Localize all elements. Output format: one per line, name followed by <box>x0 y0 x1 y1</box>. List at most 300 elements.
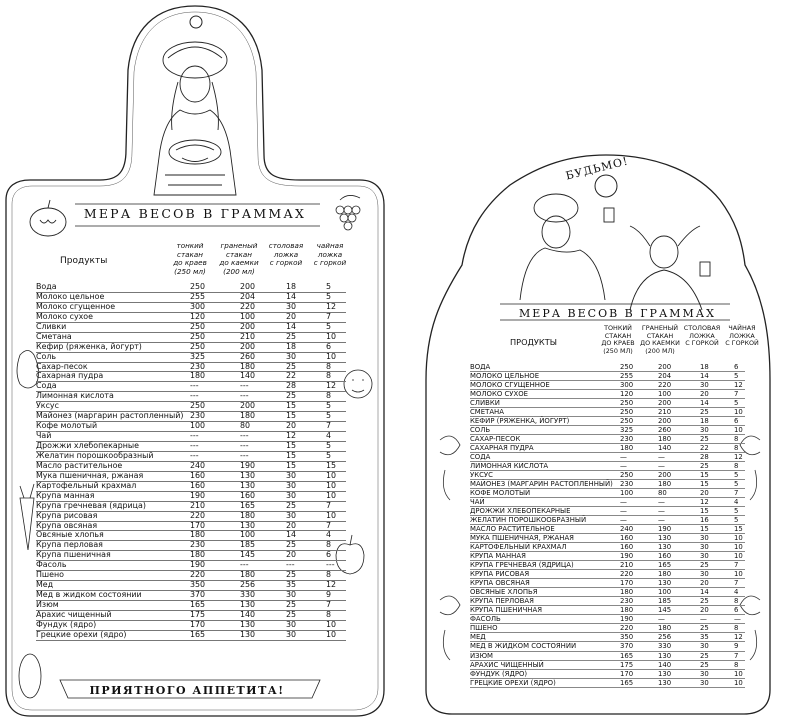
table-row <box>470 381 745 390</box>
measure-value: --- <box>286 560 295 570</box>
cucumber-icon <box>19 654 41 698</box>
product-name: Сливки <box>36 321 67 331</box>
measure-value: 100 <box>658 588 672 597</box>
measure-value: 200 <box>658 363 672 371</box>
measure-value: 185 <box>240 540 256 550</box>
product-name: Молоко сгущенное <box>36 301 116 311</box>
measure-value: 10 <box>734 678 743 687</box>
product-name: МАЙОНЕЗ (МАРГАРИН РАСТОПЛЕННЫЙ) <box>470 480 613 489</box>
measure-value: 10 <box>734 570 743 579</box>
product-name: Овсяные хлопья <box>36 530 104 540</box>
measure-value: 120 <box>620 390 634 399</box>
pumpkin-icon <box>30 200 66 236</box>
measure-value: 22 <box>286 371 297 381</box>
measure-value: 200 <box>240 341 256 351</box>
carrot-icon <box>20 484 34 550</box>
measure-value: 230 <box>620 597 634 606</box>
measure-value: 240 <box>620 525 634 534</box>
measure-value: 25 <box>286 331 297 341</box>
col-thin-glass-header: ТОНКИЙ СТАКАН ДО КРАЕВ (250 МЛ) <box>601 324 635 355</box>
measure-value: 9 <box>734 642 739 651</box>
measure-value: 6 <box>326 550 332 560</box>
table-row <box>470 597 745 606</box>
table-row <box>470 462 745 471</box>
measure-value: 200 <box>240 282 256 291</box>
product-name: СЛИВКИ <box>470 399 500 408</box>
col-faceted-glass-header: граненый стакан до каемки (200 мл) <box>219 241 259 276</box>
measure-value: 5 <box>326 401 332 411</box>
measure-value: — <box>620 462 627 471</box>
measure-value: 7 <box>734 489 739 498</box>
measure-value: 30 <box>286 470 297 480</box>
product-name: МАСЛО РАСТИТЕЛЬНОЕ <box>470 525 555 534</box>
product-name: Молоко сухое <box>36 311 93 321</box>
product-name: ЖЕЛАТИН ПОРОШКООБРАЗНЫЙ <box>470 516 587 525</box>
measure-value: --- <box>240 391 249 401</box>
table-row <box>470 399 745 408</box>
table-row <box>470 498 745 507</box>
measure-value: 160 <box>658 552 672 561</box>
measure-value: 5 <box>734 507 739 516</box>
measure-value: 220 <box>620 570 634 579</box>
measure-value: 160 <box>190 480 206 490</box>
measure-value: 10 <box>326 480 337 490</box>
measure-value: 7 <box>326 500 332 510</box>
measure-value: 7 <box>326 600 332 609</box>
product-name: Пшено <box>36 570 64 580</box>
product-name: Крупа перловая <box>36 540 103 550</box>
measure-value: 28 <box>286 381 297 391</box>
measure-value: 165 <box>658 561 672 570</box>
measure-value: 250 <box>620 399 634 408</box>
measure-value: 8 <box>734 597 739 606</box>
product-name: ВОДА <box>470 363 491 371</box>
product-name: СМЕТАНА <box>470 408 504 417</box>
measure-value: 80 <box>240 421 251 431</box>
table-row <box>470 426 745 435</box>
measure-value: 25 <box>700 624 709 633</box>
measure-value: 325 <box>190 351 206 361</box>
product-name: САХАРНАЯ ПУДРА <box>470 444 534 453</box>
measure-value: 210 <box>190 500 206 510</box>
measure-value: 250 <box>190 401 206 411</box>
measure-value: 15 <box>700 471 709 480</box>
measure-value: 180 <box>658 570 672 579</box>
measure-value: 20 <box>700 606 709 615</box>
measure-value: 12 <box>734 633 743 642</box>
measure-value: 25 <box>286 600 297 609</box>
product-name: ФАСОЛЬ <box>470 615 501 624</box>
measure-value: 15 <box>286 460 297 470</box>
product-name: КРУПА ПШЕНИЧНАЯ <box>470 606 542 615</box>
measure-value: 5 <box>326 450 332 460</box>
left-board-title: МЕРА ВЕСОВ В ГРАММАХ <box>83 206 307 221</box>
measure-value: 15 <box>286 441 297 450</box>
measure-value: 204 <box>658 372 672 381</box>
product-name: ДРОЖЖИ ХЛЕБОПЕКАРНЫЕ <box>470 507 571 516</box>
product-name: КОФЕ МОЛОТЫЙ <box>470 489 531 498</box>
measure-value: 230 <box>190 411 206 421</box>
product-name: КАРТОФЕЛЬНЫЙ КРАХМАЛ <box>470 543 567 552</box>
measure-value: 8 <box>326 609 332 619</box>
measure-value: 14 <box>700 372 709 381</box>
right-hang-hole <box>595 175 617 197</box>
product-name: МЕД В ЖИДКОМ СОСТОЯНИИ <box>470 642 577 651</box>
measure-value: 190 <box>658 525 672 534</box>
measure-value: 10 <box>734 669 743 678</box>
measure-value: 7 <box>734 651 739 660</box>
product-name: СОДА <box>470 453 491 462</box>
product-name: Мед <box>36 580 54 590</box>
measure-value: 200 <box>658 471 672 480</box>
table-row <box>470 471 745 480</box>
product-name: ЛИМОННАЯ КИСЛОТА <box>470 462 549 471</box>
table-row <box>470 615 745 624</box>
col-tablespoon-header: СТОЛОВАЯ ЛОЖКА С ГОРКОЙ <box>683 324 721 348</box>
measure-value: 5 <box>734 372 739 381</box>
measure-value: 165 <box>240 500 256 510</box>
measure-value: — <box>658 516 665 525</box>
table-row <box>470 633 745 642</box>
measure-value: 256 <box>240 580 256 590</box>
measure-value: 25 <box>700 651 709 660</box>
product-name: Мед в жидком состоянии <box>36 590 142 600</box>
measure-value: 30 <box>700 543 709 552</box>
measure-value: 6 <box>734 606 739 615</box>
measure-value: 250 <box>190 282 206 291</box>
product-name: КЕФИР (РЯЖЕНКА, ЙОГУРТ) <box>470 417 570 426</box>
measure-value: — <box>658 453 665 462</box>
measure-value: 175 <box>620 660 634 669</box>
table-row <box>470 525 745 534</box>
product-name: Дрожжи хлебопекарные <box>36 441 139 450</box>
measure-value: 300 <box>620 381 634 390</box>
product-name: КРУПА РИСОВАЯ <box>470 570 530 579</box>
measure-value: 256 <box>658 633 672 642</box>
measure-value: 10 <box>734 552 743 561</box>
measure-value: 8 <box>326 391 332 401</box>
product-name: Грецкие орехи (ядро) <box>36 629 127 639</box>
product-name: ИЗЮМ <box>470 651 493 660</box>
measure-value: --- <box>240 450 249 460</box>
measure-value: 130 <box>240 470 256 480</box>
col-teaspoon-header: ЧАЙНАЯ ЛОЖКА С ГОРКОЙ <box>725 324 759 348</box>
measure-value: 180 <box>240 361 256 371</box>
measure-value: 200 <box>240 401 256 411</box>
table-row <box>470 606 745 615</box>
measure-value: --- <box>190 391 199 401</box>
table-row <box>470 417 745 426</box>
measure-value: 7 <box>326 520 332 530</box>
measure-value: 220 <box>240 301 256 311</box>
measure-value: 180 <box>240 510 256 520</box>
measure-value: 20 <box>286 550 297 560</box>
product-name: Масло растительное <box>36 460 123 470</box>
measure-value: --- <box>240 381 249 391</box>
product-name: МОЛОКО ЦЕЛЬНОЕ <box>470 372 540 381</box>
measure-value: 180 <box>240 411 256 421</box>
product-name: Чай <box>36 431 52 441</box>
product-name: Мука пшеничная, ржаная <box>36 470 144 480</box>
measure-value: 140 <box>658 444 672 453</box>
product-name: Лимонная кислота <box>36 391 114 401</box>
measure-value: 10 <box>326 351 337 361</box>
table-row <box>470 652 745 661</box>
measure-value: 230 <box>620 435 634 444</box>
measure-value: 10 <box>326 629 337 639</box>
measure-value: 130 <box>240 520 256 530</box>
measure-value: 5 <box>326 321 332 331</box>
table-row <box>470 588 745 597</box>
measure-value: 5 <box>734 516 739 525</box>
product-name: Изюм <box>36 600 59 609</box>
measure-value: 230 <box>190 540 206 550</box>
measure-value: 165 <box>190 600 206 609</box>
woman-illustration <box>154 42 236 195</box>
measure-value: 210 <box>620 561 634 570</box>
measure-value: 5 <box>734 399 739 408</box>
product-name: Сахар-песок <box>36 361 88 371</box>
measure-value: 14 <box>286 291 297 301</box>
measure-value: 330 <box>658 642 672 651</box>
measure-value: 230 <box>620 480 634 489</box>
measure-value: 255 <box>620 372 634 381</box>
measure-value: 140 <box>658 660 672 669</box>
product-name: Сметана <box>36 331 72 341</box>
table-row <box>470 480 745 489</box>
measure-value: 180 <box>658 624 672 633</box>
measure-value: 145 <box>240 550 256 560</box>
product-name: ЧАЙ <box>470 498 485 507</box>
measure-value: 130 <box>240 480 256 490</box>
measure-value: 8 <box>734 444 739 453</box>
measure-value: 370 <box>190 590 206 600</box>
measure-value: 7 <box>734 390 739 399</box>
measure-value: 180 <box>240 570 256 580</box>
measure-value: 10 <box>734 426 743 435</box>
measure-value: 18 <box>700 363 709 371</box>
table-row <box>470 507 745 516</box>
measure-value: 250 <box>190 321 206 331</box>
measure-value: 15 <box>700 480 709 489</box>
measure-value: 190 <box>620 615 634 624</box>
measure-value: 7 <box>326 311 332 321</box>
product-name: Арахис чищенный <box>36 609 112 619</box>
col-tablespoon-header: столовая ложка с горкой <box>268 241 304 268</box>
measure-value: — <box>620 453 627 462</box>
measure-value: 190 <box>620 552 634 561</box>
measure-value: — <box>734 615 741 624</box>
measure-value: 15 <box>286 411 297 421</box>
measure-value: 6 <box>734 417 739 426</box>
measure-value: 140 <box>240 609 256 619</box>
product-name: МУКА ПШЕНИЧНАЯ, РЖАНАЯ <box>470 534 574 543</box>
product-name: УКСУС <box>470 471 493 480</box>
table-row <box>470 453 745 462</box>
measure-value: 370 <box>620 642 634 651</box>
measure-value: 8 <box>734 624 739 633</box>
measure-value: 190 <box>190 490 206 500</box>
measure-value: 8 <box>326 361 332 371</box>
measure-value: 8 <box>326 540 332 550</box>
measure-value: 200 <box>658 417 672 426</box>
table-row <box>470 561 745 570</box>
measure-value: 130 <box>240 619 256 629</box>
measure-value: 230 <box>190 361 206 371</box>
product-name: Сода <box>36 381 57 391</box>
col-teaspoon-header: чайная ложка с горкой <box>313 241 347 268</box>
right-board-title: МЕРА ВЕСОВ В ГРАММАХ <box>519 307 716 320</box>
product-name: МОЛОКО СГУЩЕННОЕ <box>470 381 550 390</box>
measure-value: 5 <box>734 480 739 489</box>
table-row <box>470 408 745 417</box>
measure-value: 25 <box>286 500 297 510</box>
measure-value: 170 <box>620 669 634 678</box>
measure-value: 7 <box>734 579 739 588</box>
measure-value: 15 <box>734 525 743 534</box>
measure-value: 18 <box>286 341 297 351</box>
measure-value: 15 <box>700 525 709 534</box>
measure-value: — <box>620 498 627 507</box>
product-name: Фасоль <box>36 560 67 570</box>
measure-value: 140 <box>240 371 256 381</box>
measure-value: 5 <box>326 282 332 291</box>
measure-value: 160 <box>240 490 256 500</box>
measure-value: 7 <box>734 561 739 570</box>
product-name: ПШЕНО <box>470 624 498 633</box>
measure-value: 16 <box>700 516 709 525</box>
table-row <box>470 624 745 633</box>
product-name: КРУПА ПЕРЛОВАЯ <box>470 597 534 606</box>
orange-icon <box>344 370 372 398</box>
table-row <box>470 489 745 498</box>
table-row <box>470 372 745 381</box>
table-row <box>470 661 745 670</box>
measure-value: 145 <box>658 606 672 615</box>
measure-value: 130 <box>658 651 672 660</box>
measure-value: 190 <box>240 460 256 470</box>
measure-value: 30 <box>700 426 709 435</box>
measure-value: 10 <box>326 510 337 520</box>
measure-value: 8 <box>326 371 332 381</box>
measure-value: 15 <box>326 460 337 470</box>
measure-value: 220 <box>658 381 672 390</box>
measure-value: 7 <box>326 421 332 431</box>
measure-value: 260 <box>240 351 256 361</box>
measure-value: 165 <box>620 651 634 660</box>
measure-value: 25 <box>700 408 709 417</box>
measure-value: 14 <box>286 321 297 331</box>
product-name: Картофельный крахмал <box>36 480 137 490</box>
measure-value: 4 <box>734 588 739 597</box>
measure-value: 250 <box>190 331 206 341</box>
measure-value: 250 <box>620 408 634 417</box>
product-name: Уксус <box>36 401 59 411</box>
measure-value: 200 <box>658 399 672 408</box>
measure-value: 130 <box>658 534 672 543</box>
product-name: КРУПА ОВСЯНАЯ <box>470 579 530 588</box>
products-header: Продукты <box>60 256 108 266</box>
measure-value: --- <box>190 431 199 441</box>
measure-value: 6 <box>326 341 332 351</box>
measure-value: 30 <box>700 642 709 651</box>
product-name: Вода <box>36 282 57 291</box>
measure-value: 180 <box>620 444 634 453</box>
measure-value: 15 <box>700 507 709 516</box>
product-name: ОВСЯНЫЕ ХЛОПЬЯ <box>470 588 538 597</box>
measure-value: 170 <box>190 520 206 530</box>
measure-value: 35 <box>700 633 709 642</box>
measure-value: 165 <box>190 629 206 639</box>
measure-value: 14 <box>700 399 709 408</box>
measure-value: --- <box>190 381 199 391</box>
grapes-icon <box>336 195 360 230</box>
measure-value: 30 <box>700 534 709 543</box>
product-name: АРАХИС ЧИЩЕННЫЙ <box>470 660 544 669</box>
measure-value: 100 <box>240 311 256 321</box>
measure-value: 80 <box>658 489 667 498</box>
measure-value: 25 <box>700 435 709 444</box>
measure-value: 20 <box>286 311 297 321</box>
measure-value: 25 <box>700 462 709 471</box>
measure-value: 130 <box>240 600 256 609</box>
toast-illustration <box>520 194 710 310</box>
measure-value: 8 <box>734 462 739 471</box>
measure-value: 255 <box>190 291 206 301</box>
measure-value: — <box>658 462 665 471</box>
measure-value: 4 <box>326 530 332 540</box>
measure-value: 12 <box>734 453 743 462</box>
measure-value: 204 <box>240 291 256 301</box>
measure-value: 100 <box>240 530 256 540</box>
measure-value: 130 <box>658 543 672 552</box>
measure-value: 120 <box>190 311 206 321</box>
measure-value: 185 <box>658 597 672 606</box>
measure-value: 300 <box>190 301 206 311</box>
measure-value: 180 <box>658 435 672 444</box>
measure-value: 130 <box>658 579 672 588</box>
measure-value: 8 <box>734 660 739 669</box>
measure-value: 220 <box>190 510 206 520</box>
measure-value: 25 <box>700 561 709 570</box>
measure-value: 330 <box>240 590 256 600</box>
measure-value: — <box>658 498 665 507</box>
measure-value: 180 <box>190 530 206 540</box>
products-header: ПРОДУКТЫ <box>510 337 557 347</box>
measure-value: 25 <box>286 540 297 550</box>
measure-value: — <box>700 615 707 624</box>
product-name: Майонез (маргарин растопленный) <box>36 411 184 421</box>
measure-value: 15 <box>286 450 297 460</box>
table-row <box>470 543 745 552</box>
measure-value: 4 <box>734 498 739 507</box>
measure-value: 160 <box>190 470 206 480</box>
measure-value: 210 <box>658 408 672 417</box>
measure-value: 180 <box>620 606 634 615</box>
measure-value: --- <box>240 431 249 441</box>
measure-value: 12 <box>734 381 743 390</box>
measure-value: --- <box>240 441 249 450</box>
measure-value: 22 <box>700 444 709 453</box>
measure-value: 30 <box>286 619 297 629</box>
table-row <box>470 516 745 525</box>
measure-value: 180 <box>658 480 672 489</box>
measure-value: 8 <box>326 570 332 580</box>
measure-value: 15 <box>286 401 297 411</box>
product-name: Сахарная пудра <box>36 371 104 381</box>
measure-value: 100 <box>658 390 672 399</box>
product-name: ФУНДУК (ЯДРО) <box>470 669 528 678</box>
